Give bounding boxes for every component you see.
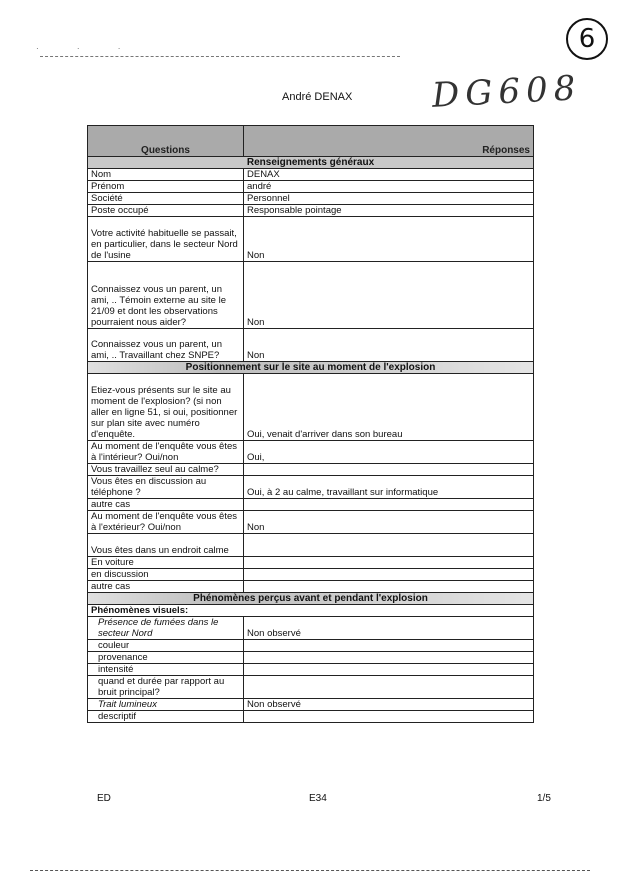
answer-cell [244,640,534,652]
answer-cell: andré [244,181,534,193]
scan-marks: · · · [36,44,139,53]
question-cell: Présence de fumées dans le secteur Nord [88,617,244,640]
question-cell: Vous travaillez seul au calme? [88,464,244,476]
question-cell: Vous êtes en discussion au téléphone ? [88,476,244,499]
section-general: Renseignements généraux [88,157,534,169]
answer-cell: Oui, [244,441,534,464]
answer-cell [244,569,534,581]
question-cell: autre cas [88,499,244,511]
question-cell: couleur [88,640,244,652]
footer-center: E34 [309,793,327,804]
question-cell: provenance [88,652,244,664]
answer-cell [244,676,534,699]
question-cell: intensité [88,664,244,676]
answer-cell [244,664,534,676]
answer-cell [244,557,534,569]
question-cell: Prénom [88,181,244,193]
answer-cell: Non [244,511,534,534]
answer-cell [244,499,534,511]
answer-cell: Responsable pointage [244,205,534,217]
answer-cell [244,581,534,593]
footer-page: 1/5 [537,793,551,804]
footer-left: ED [97,793,111,804]
section-phenomena: Phénomènes perçus avant et pendant l'explosion [88,593,534,605]
question-cell: Connaissez vous un parent, un ami, .. Travaillant chez SNPE? [88,329,244,362]
question-cell: Etiez-vous présents sur le site au moment de l'explosion? (si non aller en ligne 51, si oui, positionner sur plan site avec numéro d'enquête. [88,374,244,441]
answer-cell: Oui, venait d'arriver dans son bureau [244,374,534,441]
answer-cell: Non observé [244,617,534,640]
answer-cell [244,711,534,723]
answer-cell [244,534,534,557]
question-cell: En voiture [88,557,244,569]
answer-cell: Non [244,262,534,329]
question-cell: Trait lumineux [88,699,244,711]
question-cell: Votre activité habituelle se passait, en particulier, dans le secteur Nord de l'usine [88,217,244,262]
answer-cell: DENAX [244,169,534,181]
answer-cell: Oui, à 2 au calme, travaillant sur informatique [244,476,534,499]
question-cell: Au moment de l'enquête vous êtes à l'intérieur? Oui/non [88,441,244,464]
handwritten-reference: DG608 [431,68,583,116]
author-name: André DENAX [282,91,353,103]
answer-cell [244,652,534,664]
question-cell: Société [88,193,244,205]
questionnaire-table [87,125,534,723]
question-cell: Nom [88,169,244,181]
scan-line-top [40,56,400,57]
question-cell: Vous êtes dans un endroit calme [88,534,244,557]
answer-cell: Personnel [244,193,534,205]
question-cell: en discussion [88,569,244,581]
answer-cell [244,464,534,476]
header-responses: Réponses [244,126,534,157]
answer-cell: Non observé [244,699,534,711]
circled-page-number: 6 [566,18,608,60]
visual-phenomena-title: Phénomènes visuels: [88,605,534,617]
answer-cell: Non [244,217,534,262]
question-cell: autre cas [88,581,244,593]
question-cell: Connaissez vous un parent, un ami, .. Témoin externe au site le 21/09 et dont les observations pourraient nous aider? [88,262,244,329]
header-questions: Questions [88,126,244,157]
question-cell: Poste occupé [88,205,244,217]
scan-line-bottom [30,870,590,871]
question-cell: quand et durée par rapport au bruit principal? [88,676,244,699]
question-cell: descriptif [88,711,244,723]
question-cell: Au moment de l'enquête vous êtes à l'extérieur? Oui/non [88,511,244,534]
section-position: Positionnement sur le site au moment de l'explosion [88,362,534,374]
answer-cell: Non [244,329,534,362]
